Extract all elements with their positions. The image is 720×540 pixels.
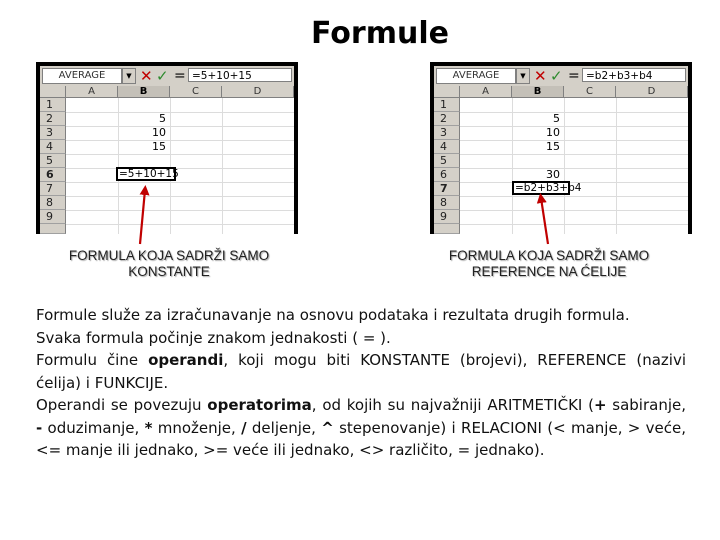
column-header-a[interactable]: A: [66, 86, 118, 98]
row-header-1[interactable]: 1: [434, 98, 460, 112]
caption-line: KONSTANTE: [128, 264, 210, 279]
row-header-2[interactable]: 2: [434, 112, 460, 126]
grid-line: [66, 126, 294, 127]
row-header-5[interactable]: 5: [40, 154, 66, 168]
formula-input[interactable]: =5+10+15: [188, 68, 292, 82]
grid-line: [460, 210, 688, 211]
cell-grid: [40, 86, 294, 234]
caption-line: FORMULA KOJA SADRŽI SAMO: [68, 248, 270, 263]
row-header-8[interactable]: 8: [434, 196, 460, 210]
paragraph-4: [36, 394, 686, 462]
slide-title: Formule: [311, 16, 449, 51]
text: množenje,: [152, 418, 242, 437]
grid-line: [460, 112, 688, 113]
row-header-6[interactable]: 6: [40, 168, 66, 182]
spreadsheet-references: [430, 62, 692, 234]
cell-b4[interactable]: 15: [152, 140, 166, 153]
caption-line: REFERENCE NA ĆELIJE: [471, 264, 627, 279]
triangle-down-icon[interactable]: ▼: [516, 68, 530, 84]
row-header-3[interactable]: 3: [40, 126, 66, 140]
grid-line: [460, 224, 688, 225]
cell-b2[interactable]: 5: [159, 112, 166, 125]
body-text: [36, 304, 686, 462]
row-header-10[interactable]: [40, 224, 66, 234]
x-icon[interactable]: ✕: [534, 67, 547, 85]
grid-line: [460, 140, 688, 141]
paragraph-1: Formule služe za izračunavanje na osnovu podataka i rezultata drugih formula.: [36, 306, 630, 324]
caption-line: FORMULA KOJA SADRŽI SAMO: [448, 248, 650, 263]
text: Formulu čine: [36, 351, 149, 369]
equals-icon[interactable]: =: [568, 68, 580, 84]
cell-b4[interactable]: 15: [546, 140, 560, 153]
cell-b6[interactable]: 30: [546, 168, 560, 181]
cell-b7-active[interactable]: =b2+b3+b4: [512, 181, 570, 195]
grid-line: [66, 168, 294, 169]
operator-divide: /: [241, 418, 247, 437]
cell-grid: [434, 86, 688, 234]
row-header-10[interactable]: [434, 224, 460, 234]
grid-line: [66, 224, 294, 225]
cell-b3[interactable]: 10: [152, 126, 166, 139]
text: sabiranje,: [606, 396, 687, 414]
grid-line: [66, 182, 294, 183]
row-header-6[interactable]: 6: [434, 168, 460, 182]
grid-line: [66, 154, 294, 155]
grid-line: [66, 210, 294, 211]
check-icon[interactable]: ✓: [550, 67, 563, 85]
grid-line: [460, 126, 688, 127]
row-header-2[interactable]: 2: [40, 112, 66, 126]
column-header-b[interactable]: B: [118, 86, 170, 98]
row-header-4[interactable]: 4: [40, 140, 66, 154]
grid-line: [170, 98, 171, 234]
row-header-3[interactable]: 3: [434, 126, 460, 140]
cell-b3[interactable]: 10: [546, 126, 560, 139]
operator-plus: +: [593, 396, 607, 414]
grid-line: [222, 98, 223, 234]
name-box[interactable]: AVERAGE: [42, 68, 122, 84]
grid-line: [460, 154, 688, 155]
equals-icon[interactable]: =: [174, 68, 186, 84]
text: , koji mogu biti KONSTANTE (brojevi), REFERENCE (nazivi ćelija) i FUNKCIJE.: [36, 351, 686, 392]
grid-line: [460, 196, 688, 197]
row-header-8[interactable]: 8: [40, 196, 66, 210]
row-header-7[interactable]: 7: [40, 182, 66, 196]
grid-line: [564, 98, 565, 234]
column-header-d[interactable]: D: [222, 86, 294, 98]
text: Operandi se povezuju: [36, 396, 208, 414]
formula-input[interactable]: =b2+b3+b4: [582, 68, 686, 82]
bold-term-operatorima: operatorima: [207, 396, 312, 414]
paragraph-3: [36, 349, 686, 394]
grid-line: [66, 112, 294, 113]
name-box[interactable]: AVERAGE: [436, 68, 516, 84]
grid-line: [66, 196, 294, 197]
check-icon[interactable]: ✓: [156, 67, 169, 85]
formula-bar: [40, 66, 294, 86]
triangle-down-icon[interactable]: ▼: [122, 68, 136, 84]
caption-references: [414, 248, 684, 280]
select-all-corner[interactable]: [434, 86, 460, 98]
text: stepenovanje) i RELACIONI (< manje, > veće, <= manje ili jednako, >= veće ili jednako, <> različito, = jednako).: [36, 418, 686, 459]
text: oduzimanje,: [42, 418, 145, 437]
row-header-1[interactable]: 1: [40, 98, 66, 112]
spreadsheet-constants: [36, 62, 298, 234]
row-header-4[interactable]: 4: [434, 140, 460, 154]
formula-bar: [434, 66, 688, 86]
column-header-b[interactable]: B: [512, 86, 564, 98]
bold-term-operandi: operandi: [148, 351, 224, 369]
select-all-corner[interactable]: [40, 86, 66, 98]
row-header-9[interactable]: 9: [40, 210, 66, 224]
column-header-c[interactable]: C: [170, 86, 222, 98]
column-header-c[interactable]: C: [564, 86, 616, 98]
row-header-5[interactable]: 5: [434, 154, 460, 168]
column-header-a[interactable]: A: [460, 86, 512, 98]
operator-multiply: *: [144, 418, 153, 437]
operator-minus: -: [36, 418, 43, 437]
grid-line: [616, 98, 617, 234]
grid-line: [460, 168, 688, 169]
cell-b2[interactable]: 5: [553, 112, 560, 125]
caption-constants: [34, 248, 304, 280]
x-icon[interactable]: ✕: [140, 67, 153, 85]
cell-b6-active[interactable]: =5+10+15: [116, 167, 176, 181]
column-header-d[interactable]: D: [616, 86, 688, 98]
grid-line: [66, 140, 294, 141]
row-header-9[interactable]: 9: [434, 210, 460, 224]
operator-power: ^: [321, 418, 334, 437]
text: , od kojih su najvažniji ARITMETIČKI (: [311, 396, 594, 414]
paragraph-2: Svaka formula počinje znakom jednakosti ( = ).: [36, 328, 391, 347]
row-header-7[interactable]: 7: [434, 182, 460, 196]
text: deljenje,: [246, 418, 322, 437]
